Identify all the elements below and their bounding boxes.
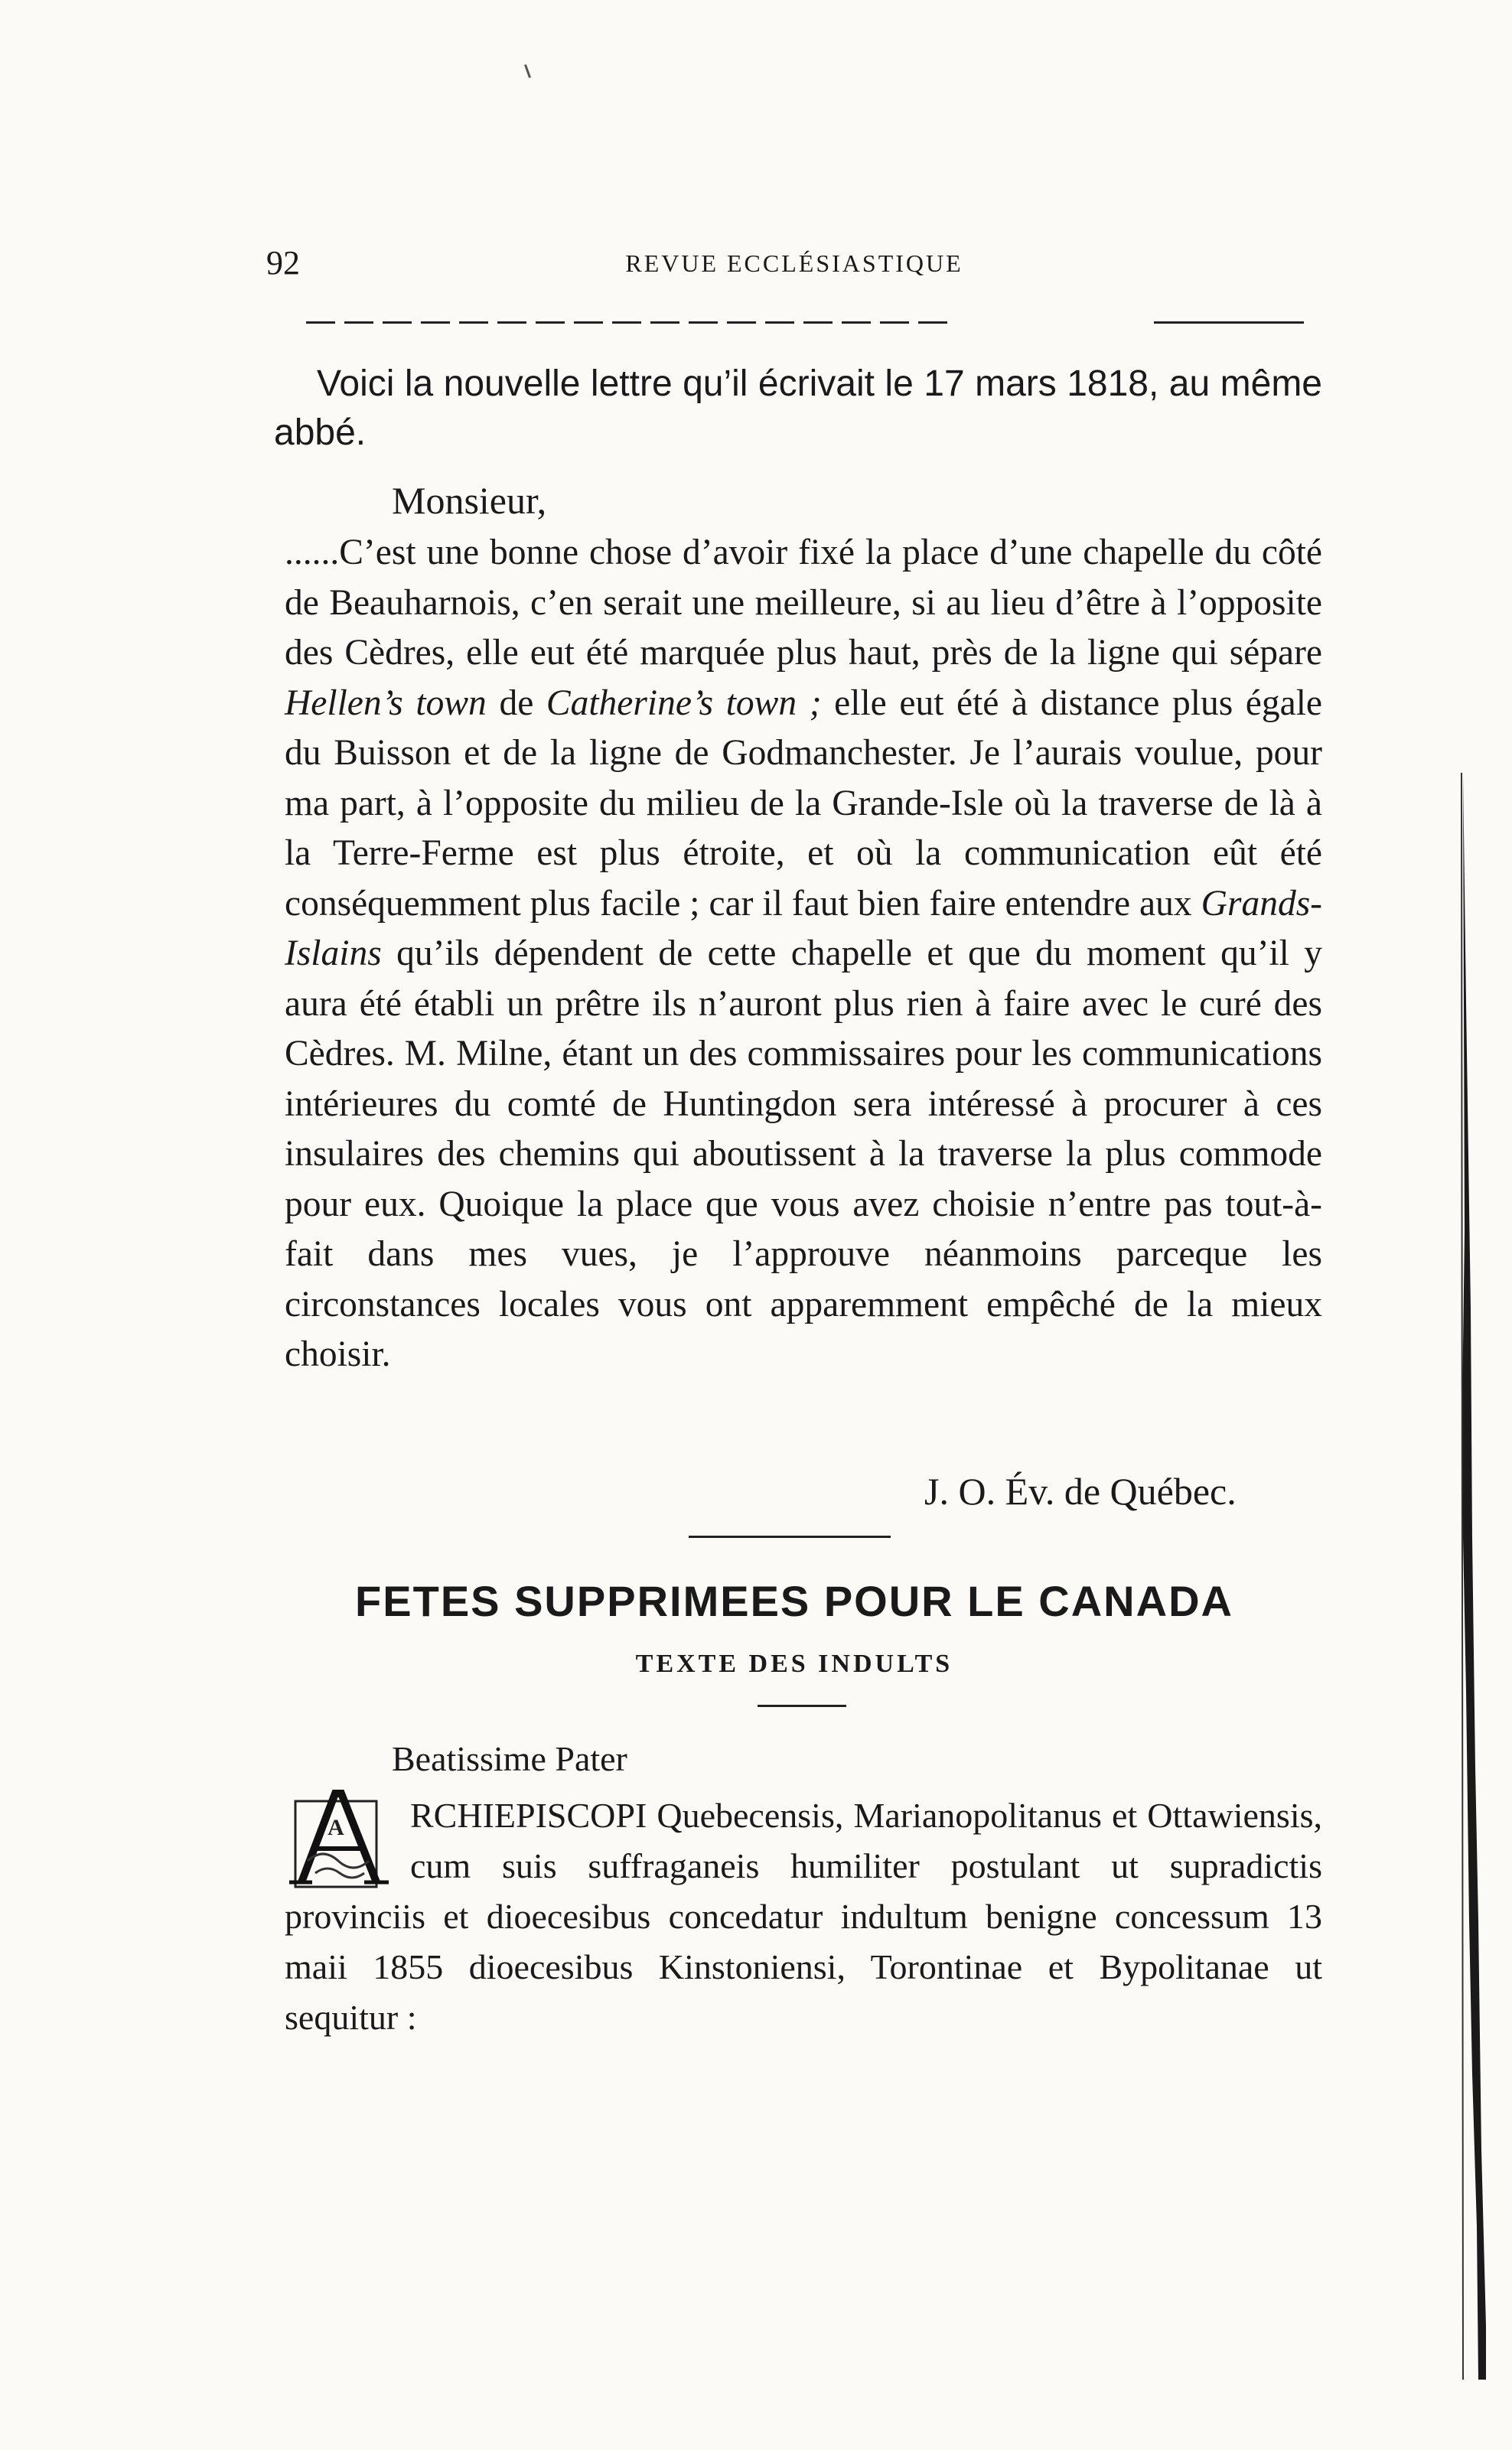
running-title: REVUE ECCLÉSIASTIQUE: [625, 249, 963, 277]
page-number: 92: [266, 244, 300, 282]
letter-paragraph: [285, 528, 1322, 1380]
section-divider: [689, 1536, 891, 1538]
letter-salutation: Monsieur,: [392, 479, 547, 522]
subtitle-rule: [758, 1705, 846, 1707]
letter-italic-catherines: Catherine’s town ;: [546, 683, 822, 723]
section-subtitle: TEXTE DES INDULTS: [635, 1650, 953, 1678]
header-rule-solid: [1154, 321, 1304, 324]
letter-italic-grands-islains: Grands-Islains: [285, 883, 1322, 973]
ornamental-dropcap: [285, 1787, 399, 1902]
svg-text:A: A: [327, 1815, 344, 1840]
letter-italic-hellens: Hellen’s town: [285, 683, 487, 723]
letter-text-a: ......C’est une bonne chose d’avoir fixé la place d’une chapelle du côté de Beauharnois, c’en serait une meilleure, si au lieu d’être à l’opposite des Cèdres, elle eut été marquée plus haut, près de la ligne qui sépare: [285, 533, 1322, 673]
header-rule-dashed: [306, 321, 949, 324]
letter-text-d: qu’ils dépendent de cette chapelle et que du moment qu’il y aura été établi un prêtre ils n’auront plus rien à faire avec le curé des Cèdres. M. Milne, étant un des commissaires pour les communications intérieures du comté de Huntingdon sera intéressé à procurer à ces insulaires des chemins qui aboutissent à la traverse la plus commode pour eux. Quoique la place que vous avez choisie n’entre pas tout-à-fait dans mes vues, je l’approuve néanmoins parceque les circonstances locales vous ont apparemment empêché de la mieux choisir.: [285, 933, 1322, 1374]
stray-mark: [524, 64, 531, 78]
letter-signature: J. O. Év. de Québec.: [924, 1470, 1237, 1513]
first-word-rest: RCHIEPISCOPI: [410, 1796, 647, 1835]
latin-salutation: Beatissime Pater: [392, 1739, 627, 1778]
page-edge-shadow: [1455, 773, 1486, 2380]
page-header: [266, 243, 1322, 289]
letter-text-b: de: [486, 683, 546, 723]
intro-text: Voici la nouvelle lettre qu’il écrivait le 17 mars 1818, au même abbé.: [274, 363, 1322, 453]
latin-paragraph: [285, 1790, 1322, 2043]
intro-paragraph: [274, 360, 1322, 458]
latin-text: Quebecensis, Marianopolitanus et Ottawiensis, cum suis suffraganeis humiliter postulant ut supradictis provinciis et dioecesibus concedatur indultum benigne concessum 13 maii 1855 dioecesibus Kinstoniensi, Torontinae et Bypolitanae ut sequitur :: [285, 1796, 1322, 2037]
dropcap-a-icon: [285, 1787, 399, 1902]
section-title: FETES SUPPRIMEES POUR LE CANADA: [355, 1577, 1233, 1625]
letter-text-c: elle eut été à distance plus égale du Buisson et de la ligne de Godmanchester. Je l’aurais voulue, pour ma part, à l’opposite du milieu de la Grande-Isle où la traverse de là à la Terre-Ferme est plus étroite, et où la communication eût été conséquemment plus facile ; car il faut bien faire entendre aux: [285, 683, 1323, 924]
letter-body: [285, 528, 1322, 1380]
